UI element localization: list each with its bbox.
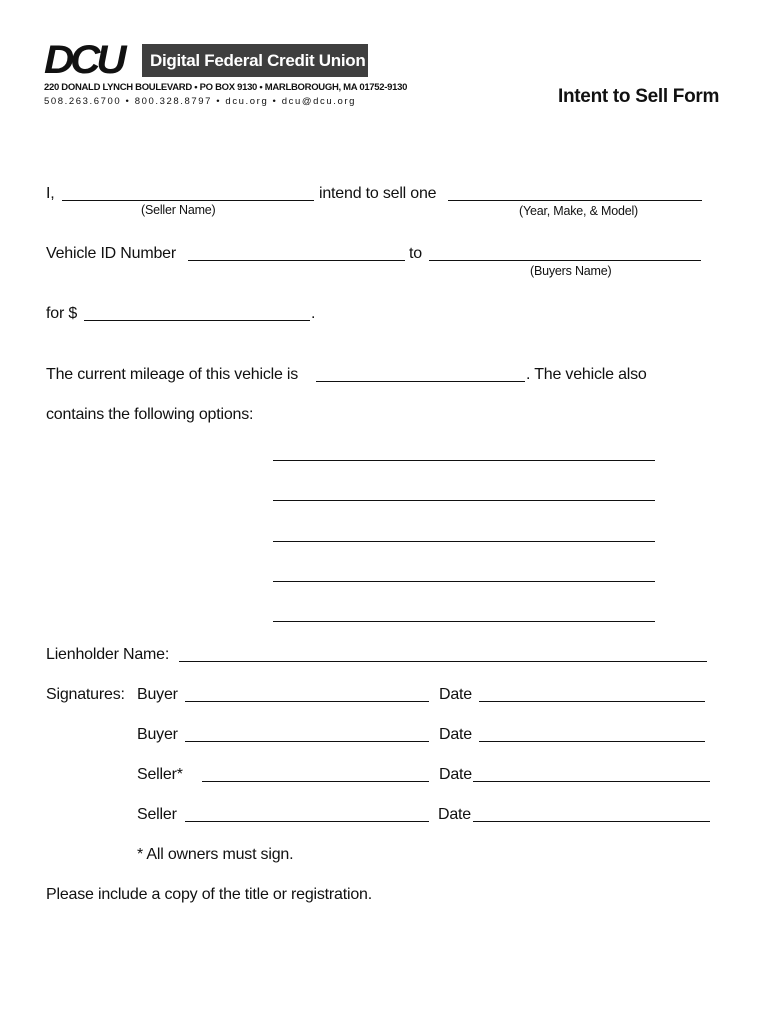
lienholder-label: Lienholder Name: <box>46 646 170 663</box>
options-label: contains the following options: <box>46 406 254 423</box>
price-period: . <box>311 305 316 322</box>
buyer-2-signature-field[interactable] <box>185 741 429 742</box>
bank-contact: 508.263.6700 • 800.328.8797 • dcu.org • dcu@dcu.org <box>44 96 356 107</box>
logo-letters: DCU <box>44 38 123 82</box>
price-field[interactable] <box>84 320 310 321</box>
lienholder-field[interactable] <box>179 661 707 662</box>
buyer-2-date-field[interactable] <box>479 741 705 742</box>
vehicle-description-field[interactable] <box>448 200 702 201</box>
seller-prefix: I, <box>46 185 55 202</box>
price-label: for $ <box>46 305 78 322</box>
title-copy-instruction: Please include a copy of the title or registration. <box>46 886 372 903</box>
vehicle-caption: (Year, Make, & Model) <box>519 204 639 218</box>
vin-field[interactable] <box>188 260 405 261</box>
option-line-2[interactable] <box>273 500 655 501</box>
intend-to-sell-text: intend to sell one <box>319 185 437 202</box>
sig-date-label-3: Date <box>439 766 472 783</box>
sig-role-buyer-1: Buyer <box>137 686 178 703</box>
bank-address: 220 DONALD LYNCH BOULEVARD • PO BOX 9130 • MARLBOROUGH, MA 01752-9130 <box>44 82 408 93</box>
sig-date-label-1: Date <box>439 686 472 703</box>
option-line-1[interactable] <box>273 460 655 461</box>
form-title: Intent to Sell Form <box>558 86 720 107</box>
sig-date-label-4: Date <box>438 806 471 823</box>
option-line-5[interactable] <box>273 621 655 622</box>
sig-role-seller-1: Seller* <box>137 766 183 783</box>
seller-2-date-field[interactable] <box>473 821 710 822</box>
seller-name-caption: (Seller Name) <box>141 203 216 217</box>
buyer-name-field[interactable] <box>429 260 701 261</box>
vehicle-also-text: . The vehicle also <box>526 366 647 383</box>
owners-footnote: * All owners must sign. <box>137 846 294 863</box>
bank-name: Digital Federal Credit Union <box>150 51 366 70</box>
buyer-1-signature-field[interactable] <box>185 701 429 702</box>
signatures-label: Signatures: <box>46 686 125 703</box>
seller-name-field[interactable] <box>62 200 314 201</box>
sig-date-label-2: Date <box>439 726 472 743</box>
option-line-3[interactable] <box>273 541 655 542</box>
sig-role-seller-2: Seller <box>137 806 177 823</box>
seller-1-signature-field[interactable] <box>202 781 429 782</box>
seller-1-date-field[interactable] <box>473 781 710 782</box>
mileage-field[interactable] <box>316 381 525 382</box>
buyer-name-caption: (Buyers Name) <box>530 264 612 278</box>
seller-2-signature-field[interactable] <box>185 821 429 822</box>
option-line-4[interactable] <box>273 581 655 582</box>
sig-role-buyer-2: Buyer <box>137 726 178 743</box>
vin-label: Vehicle ID Number <box>46 245 176 262</box>
to-text: to <box>409 245 422 262</box>
mileage-label: The current mileage of this vehicle is <box>46 366 299 383</box>
buyer-1-date-field[interactable] <box>479 701 705 702</box>
dcu-logo <box>44 38 369 82</box>
